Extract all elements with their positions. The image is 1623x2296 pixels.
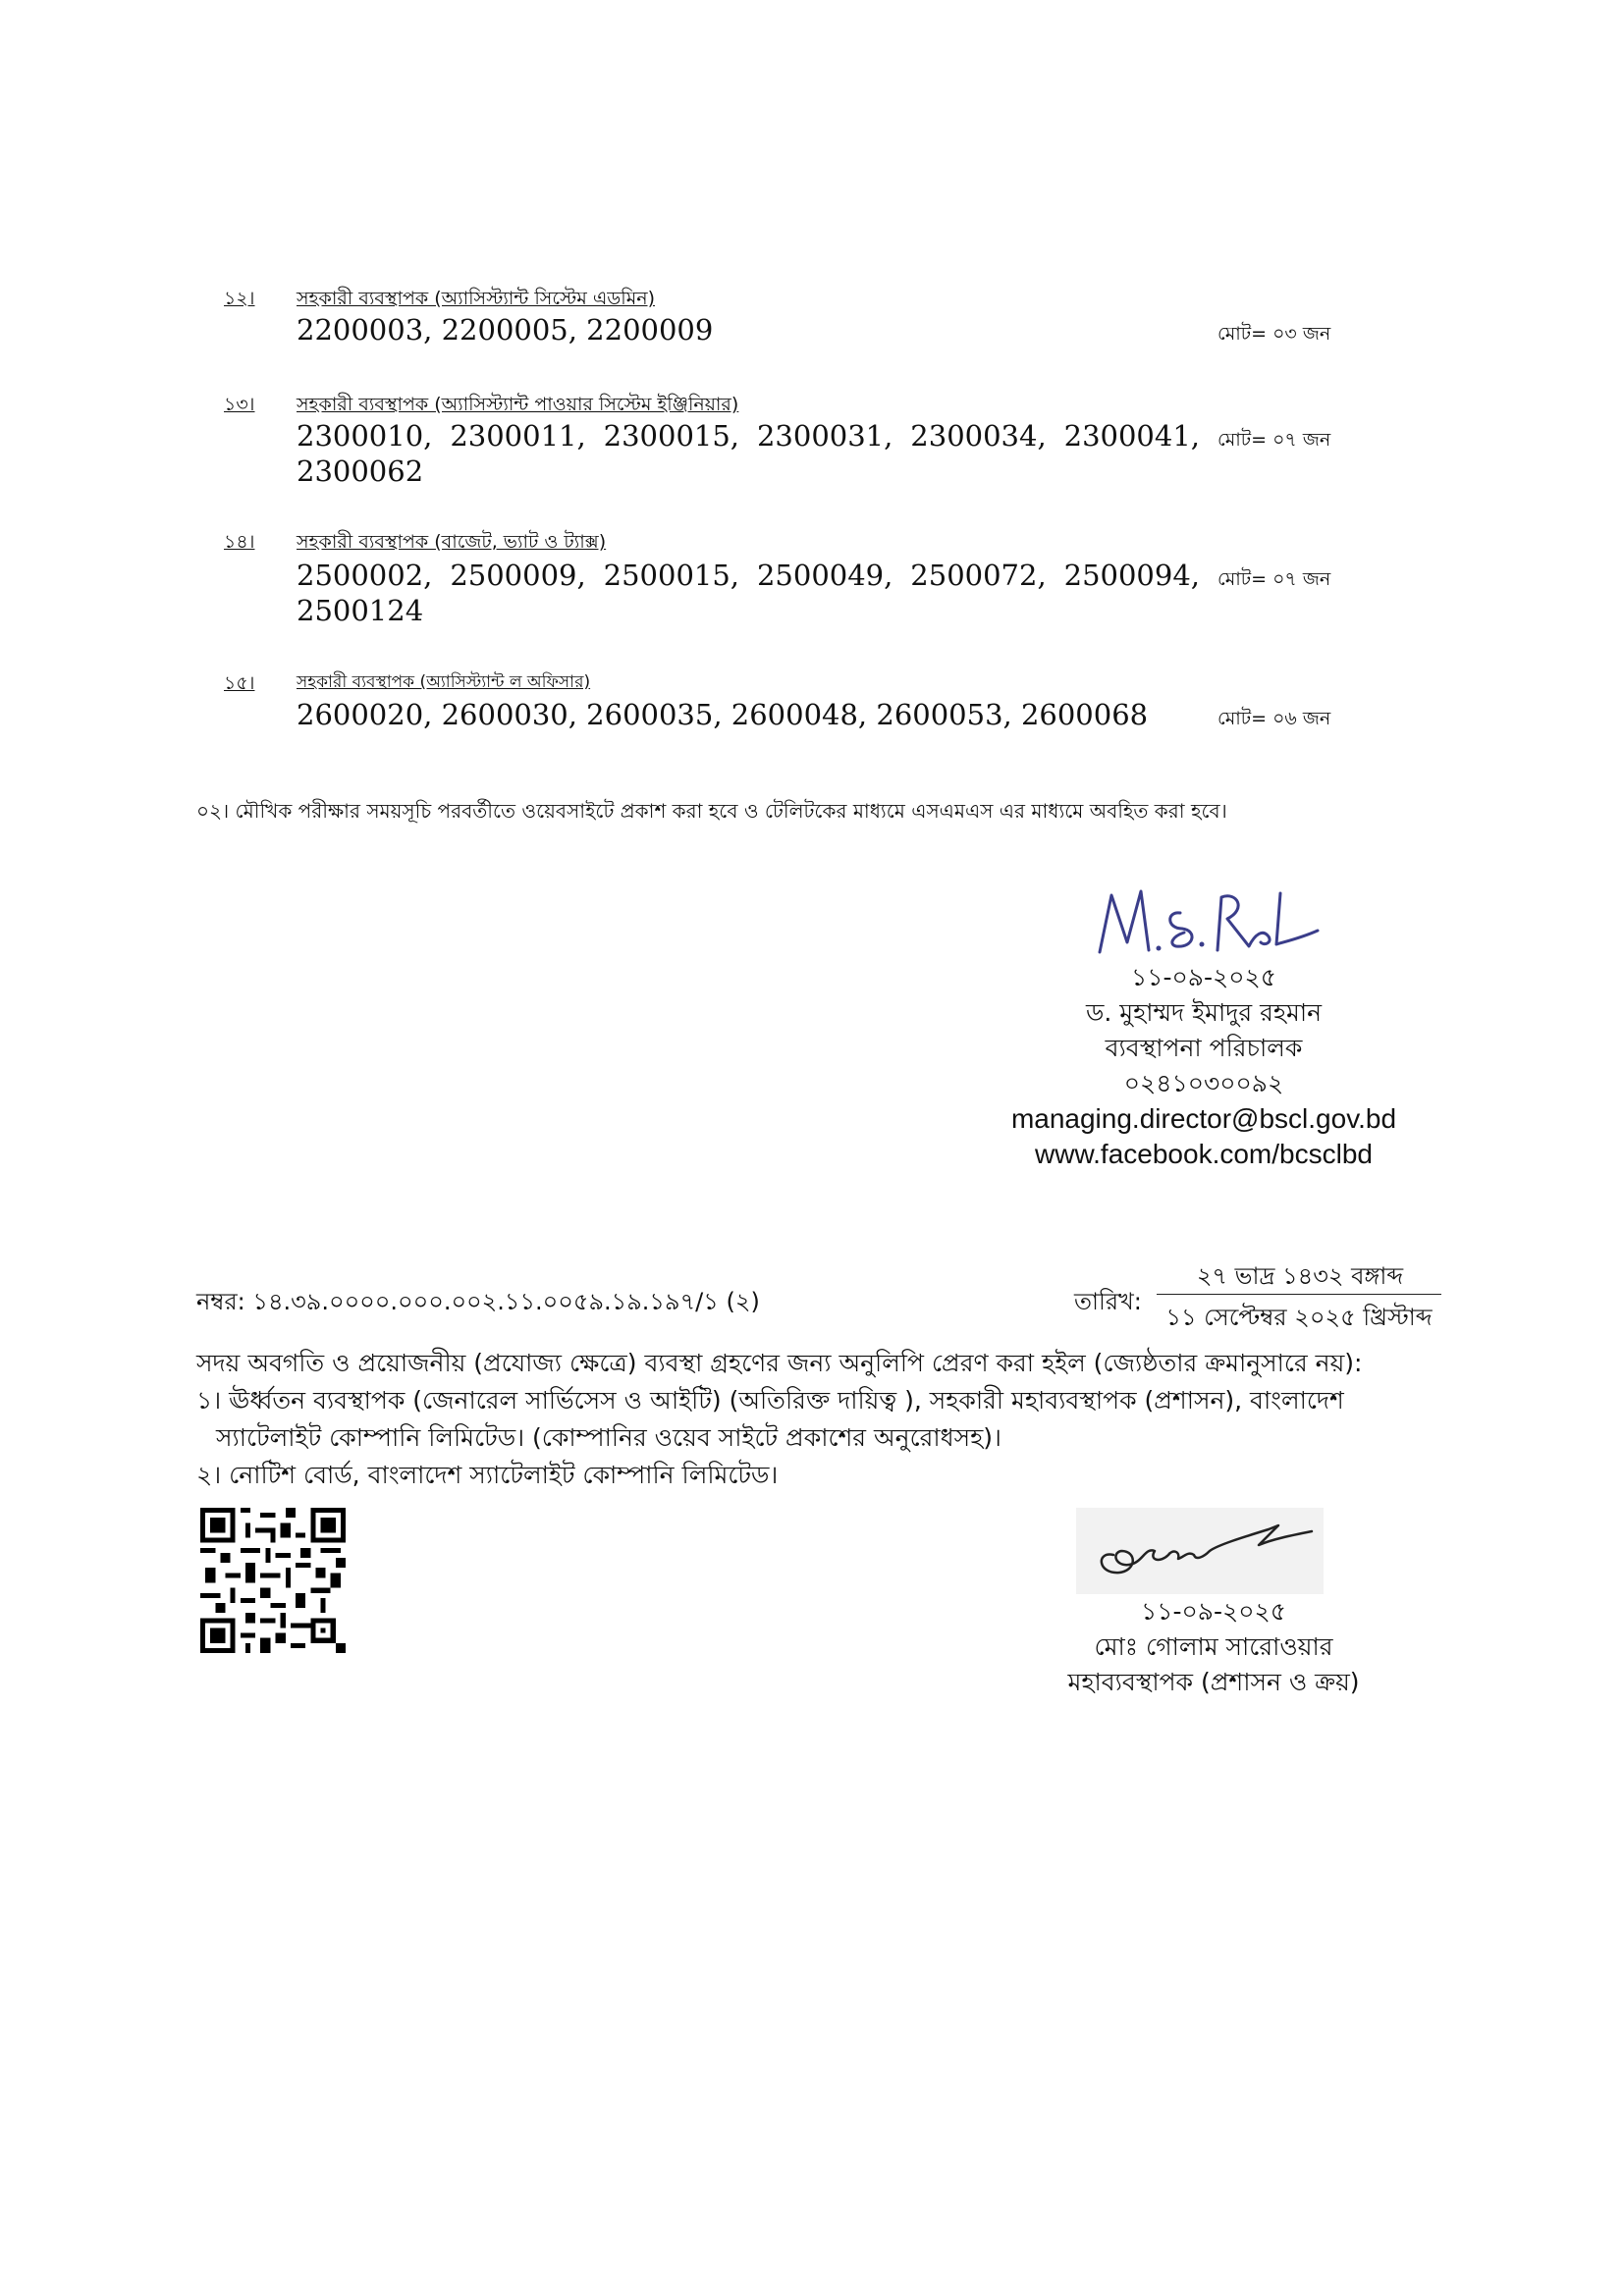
copy-item-2: ২। নোটিশ বোর্ড, বাংলাদেশ স্যাটেলাইট কোম্পানি লিমিটেড। (196, 1461, 779, 1489)
date-bangla: ২৭ ভাদ্র ১৪৩২ বঙ্গাব্দ (1196, 1262, 1404, 1290)
roll-numbers: 2500002, 2500009, 2500015, 2500049, 2500072, 2500094, (297, 559, 1200, 592)
signatory-date: ১১-০৯-২০২৫ (1141, 1597, 1286, 1626)
signatory-phone: ০২৪১০৩০০৯২ (1123, 1069, 1284, 1097)
post-title: সহকারী ব্যবস্থাপক (অ্যাসিস্ট্যান্ট সিস্টেম এডমিন) (297, 288, 655, 309)
signatory-designation: মহাব্যবস্থাপক (প্রশাসন ও ক্রয়) (1067, 1668, 1360, 1696)
post-title: সহকারী ব্যবস্থাপক (অ্যাসিস্ট্যান্ট পাওয়ার সিস্টেম ইঞ্জিনিয়ার) (297, 394, 739, 415)
signature-image (1086, 1512, 1322, 1590)
post-number: ১৩। (224, 394, 255, 415)
copy-intro: সদয় অবগতি ও প্রয়োজনীয় (প্রযোজ্য ক্ষেত্রে) ব্যবস্থা গ্রহণের জন্য অনুলিপি প্রেরণ করা হইল (জ্যেষ্ঠতার ক্রমানুসারে নয়): (196, 1349, 1363, 1377)
post-number: ১২। (224, 288, 255, 309)
roll-numbers: 2600020, 2600030, 2600035, 2600048, 2600053, 2600068 (297, 698, 1149, 731)
signatory-block (948, 960, 1459, 1172)
roll-numbers: 2300010, 2300011, 2300015, 2300031, 2300034, 2300041, (297, 419, 1200, 453)
signatory-name: ড. মুহাম্মদ ইমাদুর রহমান (1085, 998, 1323, 1027)
post-title: সহকারী ব্যবস্থাপক (অ্যাসিস্ট্যান্ট ল অফিসার) (297, 672, 591, 692)
roll-numbers-continued: 2500124 (297, 594, 424, 627)
memo-number: নম্বর: ১৪.৩৯.০০০০.০০০.০০২.১১.০০৫৯.১৯.১৯৭/১ (২) (196, 1288, 760, 1315)
signatory-block-2 (1017, 1594, 1410, 1700)
date-divider (1157, 1294, 1441, 1295)
copy-item-1-continued: স্যাটেলাইট কোম্পানি লিমিটেড। (কোম্পানির ওয়েব সাইটে প্রকাশের অনুরোধসহ)। (216, 1423, 1001, 1452)
signatory-date: ১১-০৯-২০২৫ (1131, 963, 1276, 991)
signatory-website: www.facebook.com/bcsclbd (1035, 1139, 1373, 1169)
copy-item-1: ১। ঊর্ধ্বতন ব্যবস্থাপক (জেনারেল সার্ভিসেস ও আইটি) (অতিরিক্ত দায়িত্ব ), সহকারী মহাব্যবস্থাপক (প্রশাসন), বাংলাদেশ (196, 1386, 1344, 1415)
signatory-designation: ব্যবস্থাপনা পরিচালক (1105, 1034, 1303, 1062)
viva-schedule-note: ০২। মৌখিক পরীক্ষার সময়সূচি পরবর্তীতে ওয়েবসাইটে প্রকাশ করা হবে ও টেলিটকের মাধ্যমে এসএমএস এর মাধ্যমে অবহিত করা হবে। (196, 799, 1227, 823)
post-total: মোট= ০৭ জন (1217, 568, 1331, 590)
date-label: তারিখ: (1074, 1288, 1142, 1315)
roll-numbers-continued: 2300062 (297, 454, 424, 488)
post-number: ১৪। (224, 531, 255, 553)
post-title: সহকারী ব্যবস্থাপক (বাজেট, ভ্যাট ও ট্যাক্স) (297, 531, 607, 553)
post-total: মোট= ০৩ জন (1217, 323, 1331, 345)
post-number: ১৫। (224, 672, 255, 694)
date-english: ১১ সেপ্টেম্বর ২০২৫ খ্রিস্টাব্দ (1165, 1304, 1433, 1331)
signature-image (1090, 874, 1325, 972)
signatory-name: মোঃ গোলাম সারোওয়ার (1094, 1632, 1333, 1661)
qr-code (200, 1508, 346, 1653)
post-total: মোট= ০৭ জন (1217, 429, 1331, 451)
signatory-email: managing.director@bscl.gov.bd (1010, 1103, 1397, 1134)
post-total: মোট= ০৬ জন (1217, 708, 1331, 729)
roll-numbers: 2200003, 2200005, 2200009 (297, 313, 714, 347)
